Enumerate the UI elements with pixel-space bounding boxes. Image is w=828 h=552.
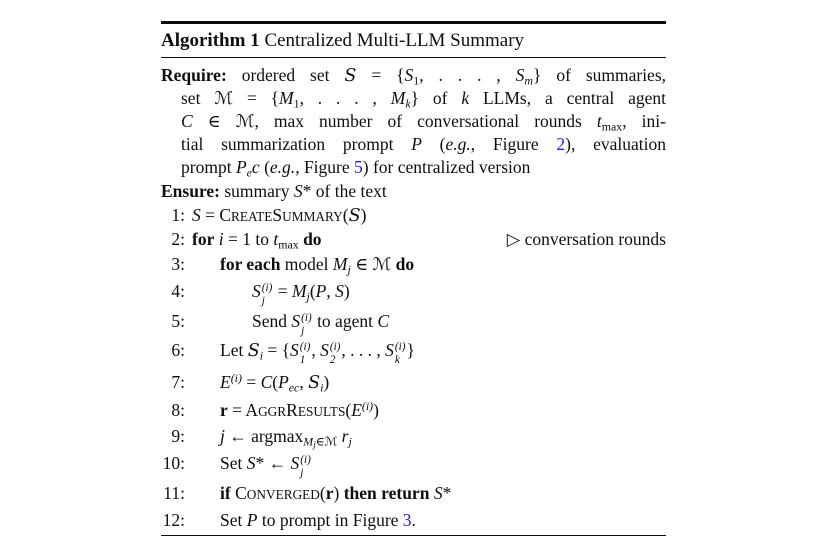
line-number: 6: (171, 339, 185, 360)
algorithm-body (161, 205, 666, 535)
ensure-line: Ensure: summary S* of the text (161, 180, 387, 201)
algorithm-line-2 (161, 229, 666, 254)
supsub-script: (i) j (261, 281, 273, 308)
require-line-3: C ∈ ℳ, max number of conversational rounds $t_{max}$, ini- (181, 110, 666, 134)
line-number: 4: (171, 280, 185, 301)
algorithm-title: Algorithm 1 Centralized Multi-LLM Summary (161, 29, 525, 51)
require-line-1: Require: ordered set $S = \{S_1$, . . . , $S_m$} of summaries, (161, 64, 667, 88)
line-code: for i = 1 to $t_{max}$ do (192, 228, 322, 252)
line-comment: ▷ conversation rounds (506, 228, 666, 249)
require-block (161, 64, 666, 179)
line-code: S (i) j = $M_j(P$, S) (252, 280, 350, 308)
require-line-5: prompt $P_ec$ (e.g., Figure 5) for centralized version (181, 156, 531, 180)
line-number: 8: (171, 399, 185, 420)
line-number: 3: (171, 253, 185, 274)
algorithm-box (161, 0, 666, 536)
figure-link[interactable]: 3 (402, 509, 412, 530)
supsub-script: (i) 2 (329, 340, 341, 367)
line-number: 2: (171, 228, 185, 249)
line-code: $r = AGGRRESULTS(E^{(i)})$ (220, 398, 379, 420)
line-number: 11: (163, 482, 185, 503)
supsub-script: (i) k (394, 340, 406, 367)
algorithm-line-8 (161, 399, 666, 426)
line-code: S = CREATESUMMARY(S) (192, 204, 367, 226)
line-number: 1: (171, 204, 185, 225)
algorithm-line-3 (161, 254, 666, 281)
line-number: 10: (162, 452, 185, 473)
supsub-script: (i) j (300, 453, 311, 480)
line-code: j ← argmax$_{Mj\in ℳ}$ $r_j$ (220, 425, 352, 450)
line-number: 5: (171, 310, 185, 331)
line-number: 7: (171, 371, 185, 392)
line-code: Send S (i) j to agent C (252, 310, 390, 338)
algorithm-line-10 (161, 453, 666, 483)
line-code: Let $S_i = \{S$ (i) 1 , S (i) 2 , . . . , S (i) k } (220, 339, 415, 367)
algorithm-line-6 (161, 340, 666, 371)
algorithm-line-1 (161, 205, 666, 229)
supsub-script: (i) j (301, 311, 312, 338)
algorithm-line-5 (161, 311, 666, 340)
line-code: if CONVERGED(r) then return S* (220, 482, 452, 503)
line-code: Set P to prompt in Figure 3. (220, 509, 416, 530)
line-number: 12: (162, 509, 185, 530)
line-number: 9: (171, 425, 185, 446)
algorithm-line-12 (161, 510, 666, 535)
line-code: Set S* ← S (i) j (220, 452, 311, 480)
supsub-script: (i) 1 (299, 340, 311, 367)
require-line-4: tial summarization prompt P (e.g., Figure 2), evaluation (181, 133, 666, 154)
line-code: $E^{(i)} = C(P_{ec}$, $S_i$) (220, 370, 330, 395)
figure-link[interactable]: 2 (556, 133, 566, 154)
algorithm-line-4 (161, 281, 666, 311)
require-line-2: set ℳ = {$M_1$, . . . , $M_k$} of k LLMs, a central agent (181, 87, 666, 111)
figure-link[interactable]: 5 (354, 156, 363, 177)
line-code: for each model $M_j$ ∈ ℳ do (220, 253, 415, 277)
algorithm-line-9 (161, 426, 666, 453)
title-rule (161, 57, 666, 58)
algorithm-line-7 (161, 371, 666, 399)
algorithm-line-11 (161, 483, 666, 510)
bottom-rule (161, 535, 666, 536)
